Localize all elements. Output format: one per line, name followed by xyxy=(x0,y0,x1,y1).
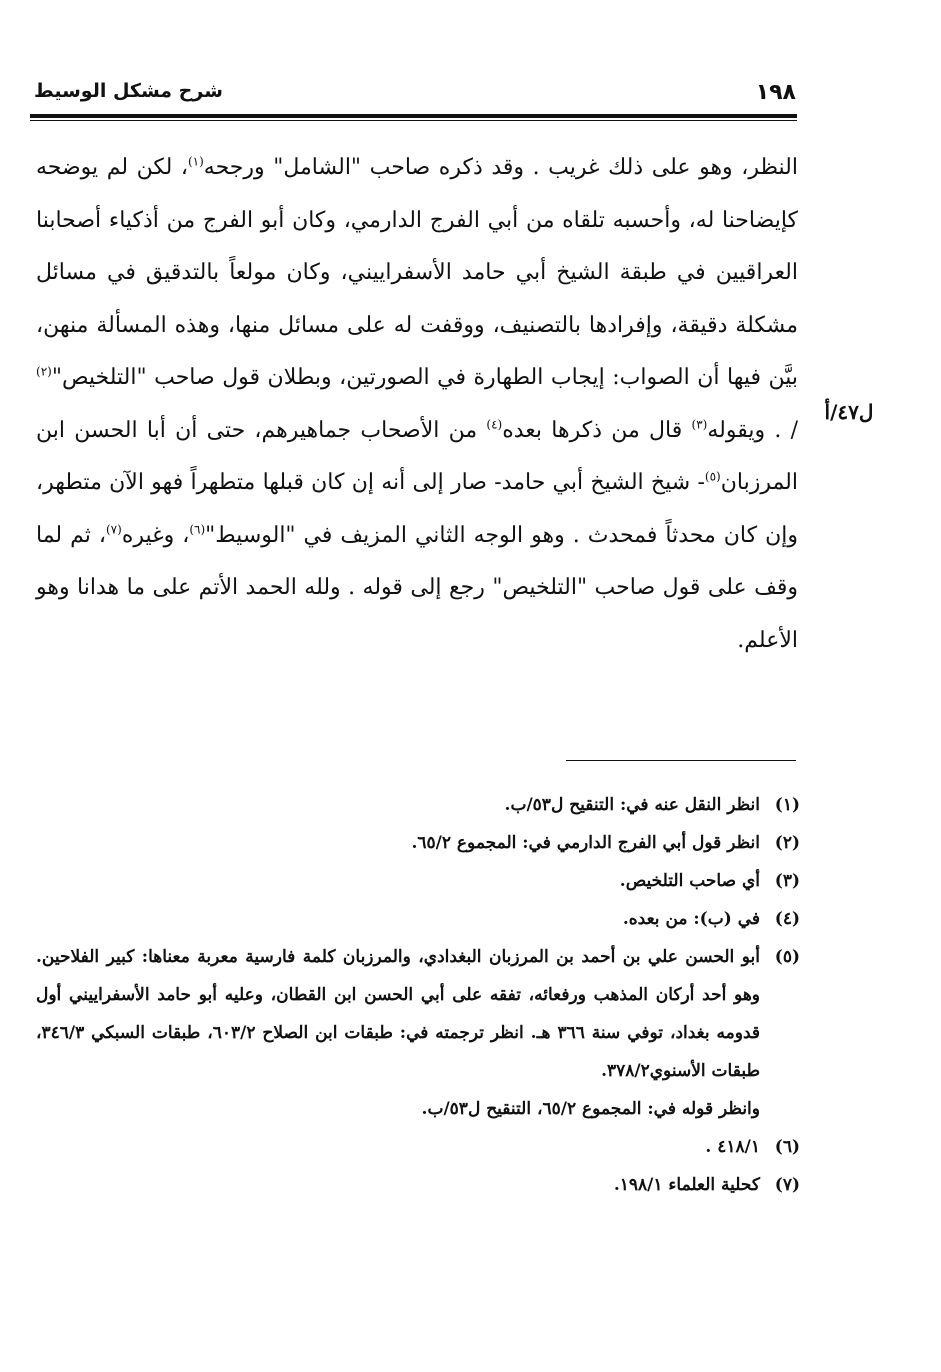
footnote-ref-7[interactable]: (٧) xyxy=(105,522,122,537)
footnote-ref-4[interactable]: (٤) xyxy=(486,417,503,432)
text-segment: من الأصحاب جماهيرهم، حتى أن أبا الحسن ابن المرزبان xyxy=(36,417,798,495)
main-paragraph xyxy=(36,142,798,667)
footnote-5-continuation: وانظر قوله في: المجموع ٦٥/٢، التنقيح ل٥٣/ب. xyxy=(421,1099,760,1119)
footnote-number: (٥) xyxy=(774,947,800,967)
footnote-4 xyxy=(36,900,800,938)
footnotes xyxy=(36,786,800,1204)
footnote-text: كحلية العلماء ١٩٨/١. xyxy=(613,1175,760,1195)
footnote-text: انظر قول أبي الفرج الدارمي في: المجموع ٦٥/٢. xyxy=(411,833,760,853)
text-segment: النظر، وهو على ذلك غريب . وقد ذكره صاحب "الشامل" ورجحه xyxy=(203,155,798,180)
footnote-text: أي صاحب التلخيص. xyxy=(619,871,760,891)
footnote-separator xyxy=(566,760,796,761)
footnote-text: أبو الحسن علي بن أحمد بن المرزبان البغدادي، والمرزبان كلمة فارسية معربة معناها: كبير الفلاحين. وهو أحد أركان المذهب ورفعائه، تفقه على أبي الحسن ابن القطان، وعليه أبو حامد الأسفراييني أول قدومه بغداد، توفي سنة ٣٦٦ هـ. انظر ترجمته في: طبقات ابن الصلاح ٦٠٣/٢، طبقات السبكي ٣٤٦/٣، طبقات الأسنوي٣٧٨/٢. xyxy=(36,947,761,1081)
text-segment: ، لكن لم يوضحه كإيضاحنا له، وأحسبه تلقاه من أبي الفرج الدارمي، وكان أبو الفرج من أذكياء أصحابنا العراقيين في طبقة الشيخ أبي حامد الأسفراييني، وكان مولعاً بالتدقيق في مسائل مشكلة دقيقة، وإفرادها بالتصنيف، ووقفت له على مسائل منها، وهذه المسألة منهن، بيَّن فيها أن الصواب: إيجاب الطهارة في الصورتين، وبطلان قول صاحب "التلخيص" xyxy=(36,155,798,390)
footnote-ref-6[interactable]: (٦) xyxy=(189,522,206,537)
footnote-number: (٢) xyxy=(774,833,800,853)
footnote-7 xyxy=(36,1166,800,1204)
footnote-text: انظر النقل عنه في: التنقيح ل٥٣/ب. xyxy=(504,795,760,815)
footnote-ref-5[interactable]: (٥) xyxy=(704,469,721,484)
footnote-ref-1[interactable]: (١) xyxy=(187,154,204,169)
header-rule-thin xyxy=(30,120,797,121)
footnote-text: ٤١٨/١ . xyxy=(705,1137,760,1157)
header-rule-thick xyxy=(30,114,797,118)
footnote-5 xyxy=(36,938,800,1090)
text-segment: / . ويقوله xyxy=(707,417,798,443)
text-segment: ، ثم لما وقف على قول صاحب "التلخيص" رجع إلى قوله . ولله الحمد الأتم على ما هدانا وهو الأعلم. xyxy=(36,522,798,653)
footnote-ref-3[interactable]: (٣) xyxy=(691,417,708,432)
footnote-number: (٤) xyxy=(774,909,800,929)
footnote-number: (١) xyxy=(774,795,800,815)
text-segment: - شيخ الشيخ أبي حامد- صار إلى أنه إن كان قبلها متطهراً فهو الآن متطهر، وإن كان محدثاً فمحدث . وهو الوجه الثاني المزيف في "الوسيط" xyxy=(36,470,798,548)
manuscript-folio-note: ل٤٧/أ xyxy=(824,400,874,424)
footnote-text: في (ب): من بعده. xyxy=(622,909,760,929)
footnote-3 xyxy=(36,862,800,900)
text-segment: ، وغيره xyxy=(121,522,190,548)
text-segment: قال من ذكرها بعده xyxy=(502,417,692,443)
footnote-number: (٦) xyxy=(774,1137,800,1157)
footnote-ref-2[interactable]: (٢) xyxy=(36,364,52,379)
main-text xyxy=(36,142,798,667)
running-title: شرح مشكل الوسيط xyxy=(34,80,223,102)
footnote-1 xyxy=(36,786,800,824)
page-header xyxy=(34,78,796,114)
footnote-2 xyxy=(36,824,800,862)
footnote-6 xyxy=(36,1128,800,1166)
footnote-number: (٣) xyxy=(774,871,800,891)
page-number: ١٩٨ xyxy=(755,80,796,105)
footnote-number: (٧) xyxy=(774,1175,800,1195)
